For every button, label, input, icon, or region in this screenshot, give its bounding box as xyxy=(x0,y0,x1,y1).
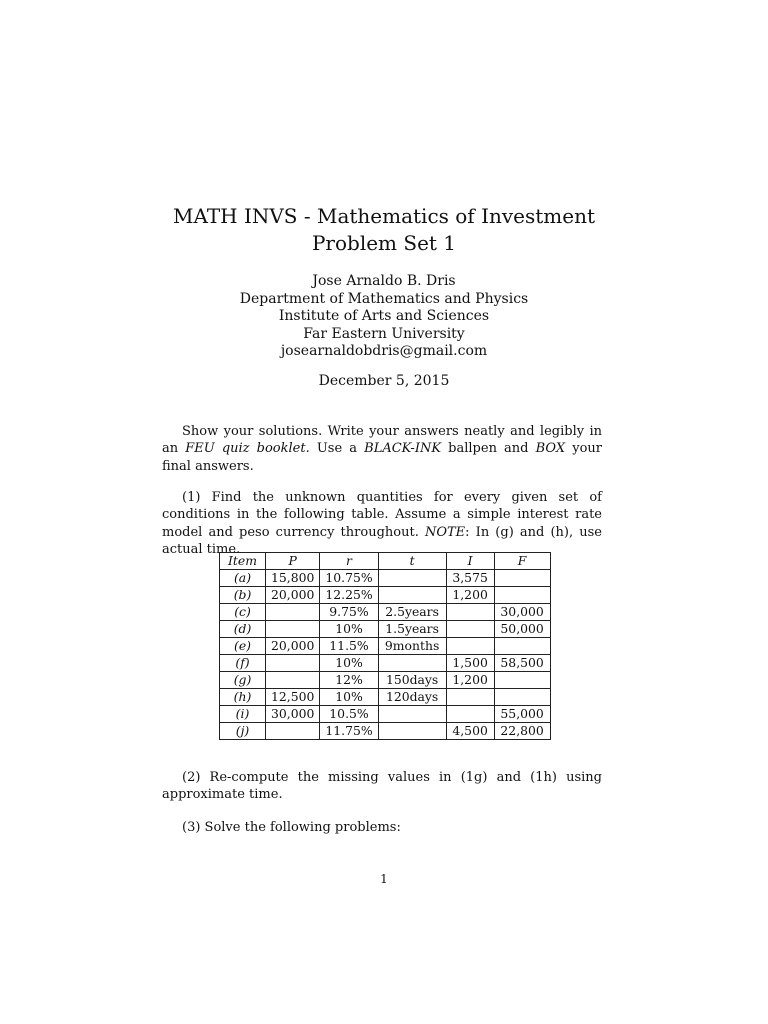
instructions-text-4: your final answers. xyxy=(162,441,603,474)
table-header-row xyxy=(220,553,551,570)
table-row xyxy=(220,689,551,706)
cell-rate: 10.5% xyxy=(320,706,378,723)
cell-time: 120days xyxy=(378,689,446,706)
cell-future-value xyxy=(494,587,550,604)
cell-item: (c) xyxy=(220,604,266,621)
cell-principal xyxy=(266,655,320,672)
cell-item: (b) xyxy=(220,587,266,604)
cell-time: 2.5years xyxy=(378,604,446,621)
cell-rate: 11.75% xyxy=(320,723,378,740)
cell-interest: 3,575 xyxy=(446,570,494,587)
cell-future-value: 22,800 xyxy=(494,723,550,740)
cell-interest xyxy=(446,689,494,706)
note-label: NOTE xyxy=(424,524,466,540)
cell-interest xyxy=(446,604,494,621)
cell-rate: 9.75% xyxy=(320,604,378,621)
cell-rate: 10% xyxy=(320,689,378,706)
author-university: Far Eastern University xyxy=(303,325,465,342)
problem-3-text: (3) Solve the following problems: xyxy=(182,820,401,835)
cell-rate: 10% xyxy=(320,621,378,638)
cell-time: 1.5years xyxy=(378,621,446,638)
cell-principal xyxy=(266,604,320,621)
cell-time: 9months xyxy=(378,638,446,655)
cell-item: (i) xyxy=(220,706,266,723)
problem-2-text: (2) Re-compute the missing values in (1g) and (1h) using approximate time. xyxy=(162,770,602,803)
cell-time xyxy=(378,655,446,672)
title-block xyxy=(0,203,768,257)
cell-future-value xyxy=(494,638,550,655)
cell-interest: 1,200 xyxy=(446,587,494,604)
cell-principal: 12,500 xyxy=(266,689,320,706)
table-row xyxy=(220,655,551,672)
cell-item: (h) xyxy=(220,689,266,706)
author-block xyxy=(0,273,768,361)
cell-future-value: 58,500 xyxy=(494,655,550,672)
instructions-text-3: ballpen and xyxy=(448,441,529,457)
document-date: December 5, 2015 xyxy=(318,373,450,389)
conditions-table xyxy=(219,552,551,740)
cell-rate: 10.75% xyxy=(320,570,378,587)
table-row xyxy=(220,570,551,587)
cell-future-value xyxy=(494,672,550,689)
table-row xyxy=(220,621,551,638)
cell-future-value xyxy=(494,570,550,587)
page-number: 1 xyxy=(380,872,388,886)
cell-item: (d) xyxy=(220,621,266,638)
author-name: Jose Arnaldo B. Dris xyxy=(312,273,456,289)
cell-principal xyxy=(266,621,320,638)
problem-2-paragraph xyxy=(162,769,602,804)
cell-interest xyxy=(446,706,494,723)
problem-3-paragraph xyxy=(162,819,602,836)
author-email: josearnaldobdris@gmail.com xyxy=(280,343,488,360)
cell-item: (f) xyxy=(220,655,266,672)
table-row xyxy=(220,723,551,740)
table-row xyxy=(220,638,551,655)
header-future-value: F xyxy=(494,553,550,570)
cell-interest: 4,500 xyxy=(446,723,494,740)
instructions-paragraph xyxy=(162,423,602,475)
box-text: BOX xyxy=(535,441,566,457)
cell-future-value: 30,000 xyxy=(494,604,550,621)
header-time: t xyxy=(378,553,446,570)
cell-rate: 12.25% xyxy=(320,587,378,604)
cell-item: (e) xyxy=(220,638,266,655)
cell-item: (j) xyxy=(220,723,266,740)
cell-rate: 12% xyxy=(320,672,378,689)
header-rate: r xyxy=(320,553,378,570)
cell-interest: 1,200 xyxy=(446,672,494,689)
cell-time xyxy=(378,570,446,587)
cell-interest xyxy=(446,621,494,638)
cell-rate: 11.5% xyxy=(320,638,378,655)
problem-set-title: Problem Set 1 xyxy=(311,231,457,255)
table-row xyxy=(220,672,551,689)
cell-principal xyxy=(266,672,320,689)
problem-1-text: (1) Find the unknown quantities for every given set of conditions in the following table. Assume a simple interest rate model and peso currency throughout. xyxy=(162,490,602,540)
quiz-booklet-text: FEU quiz booklet. xyxy=(185,441,310,457)
cell-principal: 30,000 xyxy=(266,706,320,723)
cell-time xyxy=(378,706,446,723)
header-principal: P xyxy=(266,553,320,570)
cell-principal xyxy=(266,723,320,740)
cell-principal: 20,000 xyxy=(266,638,320,655)
table-row xyxy=(220,706,551,723)
cell-future-value: 50,000 xyxy=(494,621,550,638)
cell-item: (g) xyxy=(220,672,266,689)
cell-rate: 10% xyxy=(320,655,378,672)
course-title: MATH INVS - Mathematics of Investment xyxy=(172,204,596,228)
author-department: Department of Mathematics and Physics xyxy=(239,290,529,307)
cell-time xyxy=(378,723,446,740)
cell-future-value: 55,000 xyxy=(494,706,550,723)
cell-time xyxy=(378,587,446,604)
header-item: Item xyxy=(220,553,266,570)
note-text: : In (g) and (h), use actual time. xyxy=(162,524,602,557)
instructions-text-1: Show your solutions. Write your answers neatly and legibly in an xyxy=(162,424,602,457)
black-ink-text: BLACK-INK xyxy=(364,441,442,457)
problem-1-paragraph xyxy=(162,489,602,558)
header-interest: I xyxy=(446,553,494,570)
cell-principal: 20,000 xyxy=(266,587,320,604)
cell-item: (a) xyxy=(220,570,266,587)
cell-time: 150days xyxy=(378,672,446,689)
table-row xyxy=(220,604,551,621)
cell-principal: 15,800 xyxy=(266,570,320,587)
cell-future-value xyxy=(494,689,550,706)
table-row xyxy=(220,587,551,604)
cell-interest xyxy=(446,638,494,655)
instructions-text-2: Use a xyxy=(316,441,358,457)
author-institute: Institute of Arts and Sciences xyxy=(278,308,490,325)
cell-interest: 1,500 xyxy=(446,655,494,672)
